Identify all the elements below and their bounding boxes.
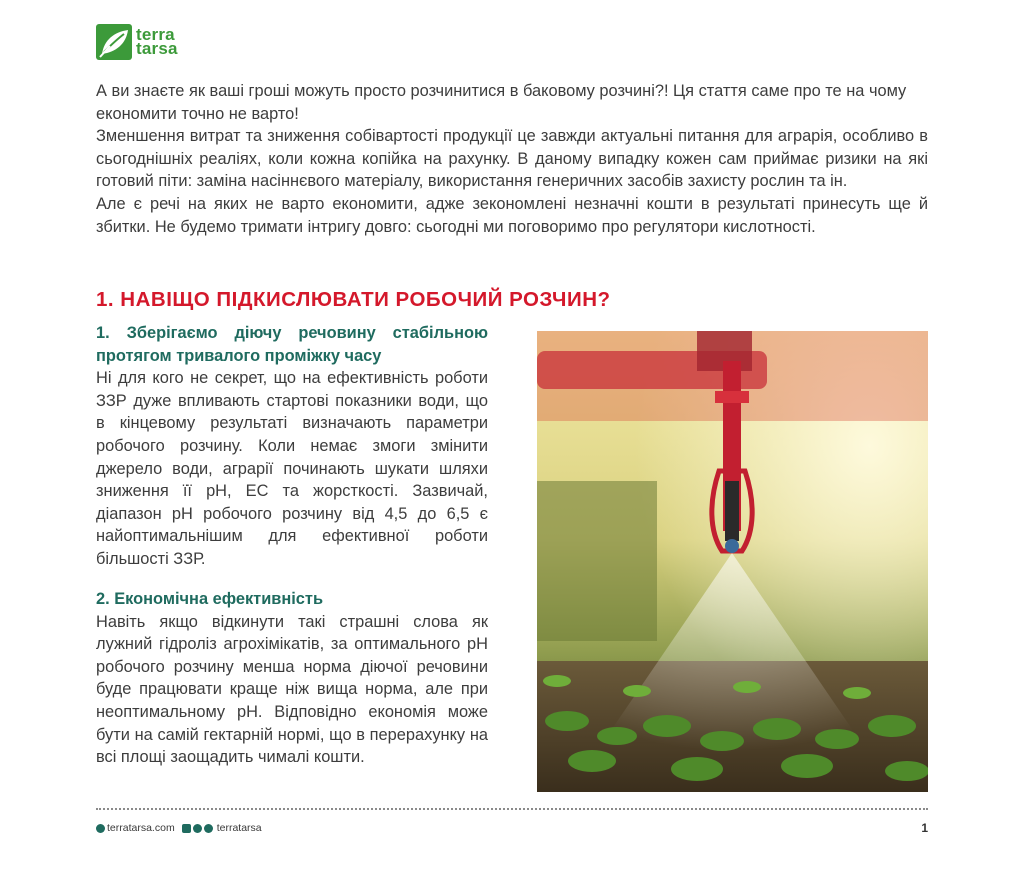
footer [96, 822, 928, 836]
section-title: 1. НАВІЩО ПІДКИСЛЮВАТИ РОБОЧИЙ РОЗЧИН? [96, 288, 611, 311]
facebook-icon[interactable] [182, 824, 191, 833]
brand-name-line2: tarsa [136, 39, 178, 58]
point-2-title: 2. Економічна ефективність [96, 590, 324, 608]
brand-name [136, 25, 178, 58]
intro-text [96, 80, 928, 238]
point-2-text: Навіть якщо відкинути такі страшні слова як лужний гідроліз агрохімікатів, за оптимального pH робочого розчину менша норма діючої речовини буде працювати краще ніж вища норма, але при неоптимальному pH. Відповідно економія може бути на самій гектарній нормі, що в перерахунку на всі площі заощадить чималі кошти. [96, 612, 488, 767]
telegram-icon[interactable] [204, 824, 213, 833]
intro-paragraph-1: А ви знаєте як ваші гроші можуть просто розчинитися в баковому розчині?! Ця стаття саме про те на чому економити точно не варто! [96, 82, 907, 123]
brand-name-line1: terra [136, 25, 175, 44]
intro-paragraph-2: Зменшення витрат та зниження собівартості продукції це завжди актуальні питання для аграрія, особливо в сьогоднішніх реаліях, коли кожна копійка на рахунку. В даному випадку кожен сам приймає ризики на які готовий піти: заміна насіннєвого матеріалу, використання генеричних засобів захисту рослин та ін. [96, 127, 928, 191]
intro-paragraph-3: Але є речі на яких не варто економити, адже зекономлені незначні кошти в результаті принесуть ще й збитки. Не будемо тримати інтригу довго: сьогодні ми поговоримо про регулятори кислотності. [96, 194, 928, 236]
point-1 [96, 322, 488, 571]
page-number: 1 [921, 821, 928, 835]
sprayer-illustration [537, 331, 928, 792]
point-2 [96, 588, 488, 769]
footer-social-handle[interactable]: terratarsa [216, 822, 262, 834]
globe-icon [96, 824, 105, 833]
leaf-logo-icon [96, 24, 132, 60]
point-1-title: 1. Зберігаємо діючу речовину стабільною протягом тривалого проміжку часу [96, 324, 488, 365]
sprayer-photo [537, 331, 928, 792]
footer-contacts [96, 822, 262, 834]
footer-divider [96, 808, 928, 810]
instagram-icon[interactable] [193, 824, 202, 833]
footer-website[interactable]: terratarsa.com [107, 822, 175, 834]
point-1-text: Ні для кого не секрет, що на ефективність роботи ЗЗР дуже впливають стартові показники води, що в кінцевому результаті визначають параметри робочого розчину. Коли немає змоги змінити джерело води, аграрії починають шукати шляхи зниження її pH, EC та жорсткості. Зазвичай, діапазон pH робочого розчину від 4,5 до 6,5 є найоптимальнішим для ефективної роботи більшості ЗЗР. [96, 369, 488, 568]
brand-logo [96, 22, 206, 64]
